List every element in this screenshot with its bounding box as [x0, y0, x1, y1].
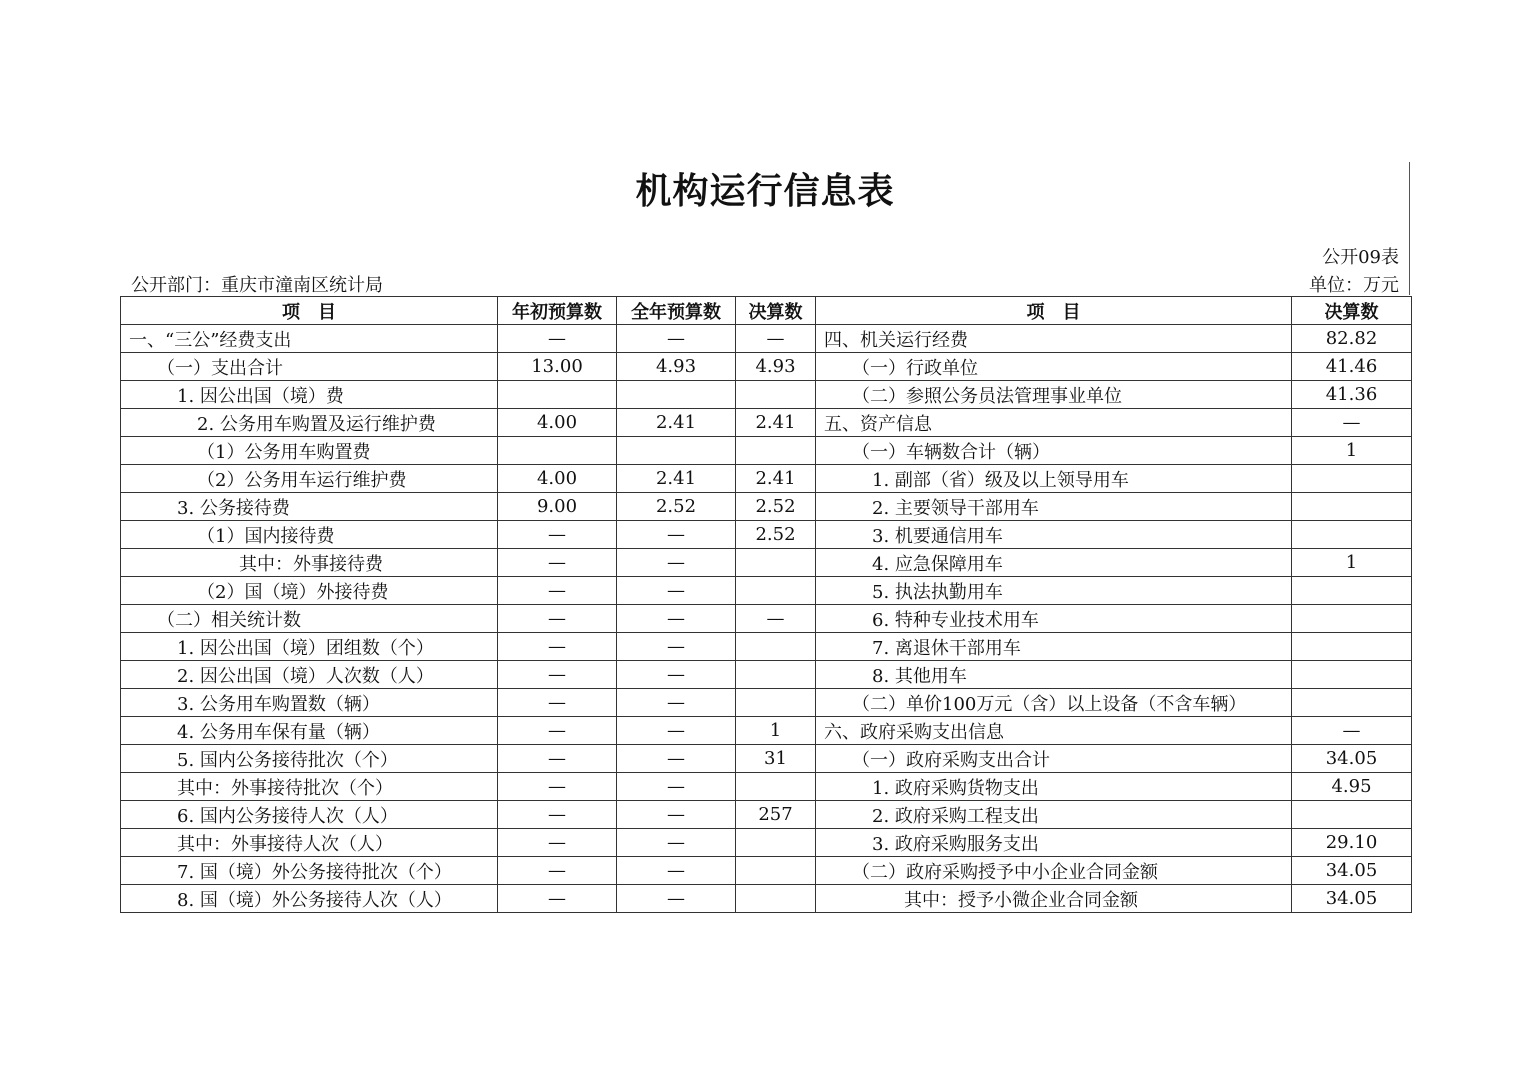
right-item-label: 1. 副部（省）级及以上领导用车 — [816, 465, 1292, 493]
right-final-account-cell: 29.10 — [1292, 829, 1412, 857]
full-year-budget-cell: — — [617, 661, 736, 689]
final-account-cell: 2.41 — [736, 409, 816, 437]
left-item-label: 2. 公务用车购置及运行维护费 — [121, 409, 498, 437]
initial-budget-cell: — — [498, 689, 617, 717]
table-row — [121, 325, 1412, 353]
table-row — [121, 773, 1412, 801]
final-account-cell: 31 — [736, 745, 816, 773]
left-item-label: 6. 国内公务接待人次（人） — [121, 801, 498, 829]
right-final-account-cell — [1292, 689, 1412, 717]
initial-budget-cell: 9.00 — [498, 493, 617, 521]
right-item-label: （一）车辆数合计（辆） — [816, 437, 1292, 465]
right-item-label: 5. 执法执勤用车 — [816, 577, 1292, 605]
table-row — [121, 801, 1412, 829]
header-row — [121, 297, 1412, 325]
initial-budget-cell: 13.00 — [498, 353, 617, 381]
initial-budget-cell: — — [498, 773, 617, 801]
table-row — [121, 353, 1412, 381]
final-account-cell — [736, 857, 816, 885]
right-final-account-cell: — — [1292, 409, 1412, 437]
right-final-account-cell: 41.36 — [1292, 381, 1412, 409]
table-row — [121, 857, 1412, 885]
left-item-label: （二）相关统计数 — [121, 605, 498, 633]
initial-budget-cell — [498, 381, 617, 409]
right-item-label: 六、政府采购支出信息 — [816, 717, 1292, 745]
initial-budget-cell: — — [498, 633, 617, 661]
left-item-label: 其中：外事接待人次（人） — [121, 829, 498, 857]
final-account-cell — [736, 773, 816, 801]
final-account-cell: 4.93 — [736, 353, 816, 381]
left-item-label: （2）公务用车运行维护费 — [121, 465, 498, 493]
header-right-item: 项 目 — [816, 297, 1292, 325]
full-year-budget-cell: 2.41 — [617, 465, 736, 493]
full-year-budget-cell: — — [617, 605, 736, 633]
full-year-budget-cell: — — [617, 829, 736, 857]
final-account-cell: 2.52 — [736, 493, 816, 521]
full-year-budget-cell — [617, 437, 736, 465]
left-item-label: 一、“三公”经费支出 — [121, 325, 498, 353]
full-year-budget-cell: — — [617, 633, 736, 661]
right-item-label: 2. 政府采购工程支出 — [816, 801, 1292, 829]
table-row — [121, 465, 1412, 493]
unit-label: 单位：万元 — [1309, 275, 1399, 296]
final-account-cell — [736, 689, 816, 717]
table-row — [121, 549, 1412, 577]
final-account-cell — [736, 437, 816, 465]
left-item-label: （1）国内接待费 — [121, 521, 498, 549]
final-account-cell — [736, 633, 816, 661]
header-full-year-budget: 全年预算数 — [617, 297, 736, 325]
full-year-budget-cell: — — [617, 857, 736, 885]
final-account-cell — [736, 577, 816, 605]
full-year-budget-cell: — — [617, 773, 736, 801]
full-year-budget-cell: — — [617, 885, 736, 913]
initial-budget-cell — [498, 437, 617, 465]
table-row — [121, 521, 1412, 549]
initial-budget-cell: — — [498, 829, 617, 857]
right-final-account-cell — [1292, 605, 1412, 633]
right-item-label: （二）单价100万元（含）以上设备（不含车辆） — [816, 689, 1292, 717]
right-item-label: 4. 应急保障用车 — [816, 549, 1292, 577]
full-year-budget-cell: 2.52 — [617, 493, 736, 521]
header-initial-budget: 年初预算数 — [498, 297, 617, 325]
final-account-cell: 1 — [736, 717, 816, 745]
right-item-label: 2. 主要领导干部用车 — [816, 493, 1292, 521]
right-item-label: （一）行政单位 — [816, 353, 1292, 381]
table-row — [121, 717, 1412, 745]
full-year-budget-cell: — — [617, 577, 736, 605]
initial-budget-cell: — — [498, 325, 617, 353]
initial-budget-cell: — — [498, 605, 617, 633]
table-row — [121, 605, 1412, 633]
initial-budget-cell: — — [498, 857, 617, 885]
table-row — [121, 633, 1412, 661]
right-final-account-cell — [1292, 661, 1412, 689]
initial-budget-cell: — — [498, 577, 617, 605]
left-item-label: （2）国（境）外接待费 — [121, 577, 498, 605]
table-row — [121, 661, 1412, 689]
left-item-label: 7. 国（境）外公务接待批次（个） — [121, 857, 498, 885]
full-year-budget-cell: — — [617, 745, 736, 773]
left-item-label: （一）支出合计 — [121, 353, 498, 381]
table-row — [121, 745, 1412, 773]
final-account-cell — [736, 885, 816, 913]
right-item-label: （一）政府采购支出合计 — [816, 745, 1292, 773]
right-item-label: 8. 其他用车 — [816, 661, 1292, 689]
header-left-item: 项 目 — [121, 297, 498, 325]
initial-budget-cell: — — [498, 801, 617, 829]
table-row — [121, 829, 1412, 857]
full-year-budget-cell: — — [617, 549, 736, 577]
right-final-account-cell: 1 — [1292, 437, 1412, 465]
left-item-label: 1. 因公出国（境）费 — [121, 381, 498, 409]
right-final-account-cell: 4.95 — [1292, 773, 1412, 801]
initial-budget-cell: — — [498, 661, 617, 689]
right-item-label: （二）政府采购授予中小企业合同金额 — [816, 857, 1292, 885]
right-final-account-cell: 41.46 — [1292, 353, 1412, 381]
full-year-budget-cell — [617, 381, 736, 409]
initial-budget-cell: 4.00 — [498, 465, 617, 493]
final-account-cell: — — [736, 325, 816, 353]
header-final-account: 决算数 — [736, 297, 816, 325]
right-final-account-cell — [1292, 493, 1412, 521]
final-account-cell — [736, 381, 816, 409]
left-item-label: 其中：外事接待批次（个） — [121, 773, 498, 801]
full-year-budget-cell: — — [617, 521, 736, 549]
table-row — [121, 381, 1412, 409]
table-row — [121, 493, 1412, 521]
final-account-cell — [736, 661, 816, 689]
full-year-budget-cell: — — [617, 801, 736, 829]
right-final-account-cell: 34.05 — [1292, 857, 1412, 885]
final-account-cell: 257 — [736, 801, 816, 829]
initial-budget-cell: — — [498, 549, 617, 577]
full-year-budget-cell: — — [617, 325, 736, 353]
right-final-account-cell — [1292, 801, 1412, 829]
right-final-account-cell: 34.05 — [1292, 885, 1412, 913]
initial-budget-cell: — — [498, 521, 617, 549]
right-final-account-cell — [1292, 633, 1412, 661]
header-right-final-account: 决算数 — [1292, 297, 1412, 325]
department-label: 公开部门：重庆市潼南区统计局 — [131, 275, 383, 296]
right-final-account-cell — [1292, 465, 1412, 493]
full-year-budget-cell: — — [617, 689, 736, 717]
full-year-budget-cell: 2.41 — [617, 409, 736, 437]
right-item-label: （二）参照公务员法管理事业单位 — [816, 381, 1292, 409]
full-year-budget-cell: 4.93 — [617, 353, 736, 381]
right-item-label: 7. 离退休干部用车 — [816, 633, 1292, 661]
right-item-label: 1. 政府采购货物支出 — [816, 773, 1292, 801]
right-final-account-cell — [1292, 521, 1412, 549]
right-item-label: 3. 机要通信用车 — [816, 521, 1292, 549]
table-row — [121, 437, 1412, 465]
right-final-account-cell: 1 — [1292, 549, 1412, 577]
left-item-label: 2. 因公出国（境）人次数（人） — [121, 661, 498, 689]
initial-budget-cell: — — [498, 745, 617, 773]
initial-budget-cell: — — [498, 885, 617, 913]
right-final-account-cell — [1292, 577, 1412, 605]
right-item-label: 四、机关运行经费 — [816, 325, 1292, 353]
table-row — [121, 409, 1412, 437]
final-account-cell: 2.41 — [736, 465, 816, 493]
right-item-label: 其中：授予小微企业合同金额 — [816, 885, 1292, 913]
table-row — [121, 689, 1412, 717]
table-row — [121, 577, 1412, 605]
final-account-cell — [736, 829, 816, 857]
left-item-label: 3. 公务用车购置数（辆） — [121, 689, 498, 717]
right-final-account-cell: 82.82 — [1292, 325, 1412, 353]
initial-budget-cell: — — [498, 717, 617, 745]
right-item-label: 3. 政府采购服务支出 — [816, 829, 1292, 857]
final-account-cell — [736, 549, 816, 577]
info-table — [120, 296, 1412, 913]
final-account-cell: 2.52 — [736, 521, 816, 549]
right-item-label: 6. 特种专业技术用车 — [816, 605, 1292, 633]
left-item-label: 4. 公务用车保有量（辆） — [121, 717, 498, 745]
left-item-label: 其中：外事接待费 — [121, 549, 498, 577]
left-item-label: 8. 国（境）外公务接待人次（人） — [121, 885, 498, 913]
left-item-label: 3. 公务接待费 — [121, 493, 498, 521]
right-final-account-cell: — — [1292, 717, 1412, 745]
left-item-label: 5. 国内公务接待批次（个） — [121, 745, 498, 773]
left-item-label: 1. 因公出国（境）团组数（个） — [121, 633, 498, 661]
right-item-label: 五、资产信息 — [816, 409, 1292, 437]
initial-budget-cell: 4.00 — [498, 409, 617, 437]
form-number: 公开09表 — [1322, 247, 1399, 268]
page-title: 机构运行信息表 — [635, 171, 895, 212]
right-final-account-cell: 34.05 — [1292, 745, 1412, 773]
final-account-cell: — — [736, 605, 816, 633]
left-item-label: （1）公务用车购置费 — [121, 437, 498, 465]
full-year-budget-cell: — — [617, 717, 736, 745]
table-row — [121, 885, 1412, 913]
